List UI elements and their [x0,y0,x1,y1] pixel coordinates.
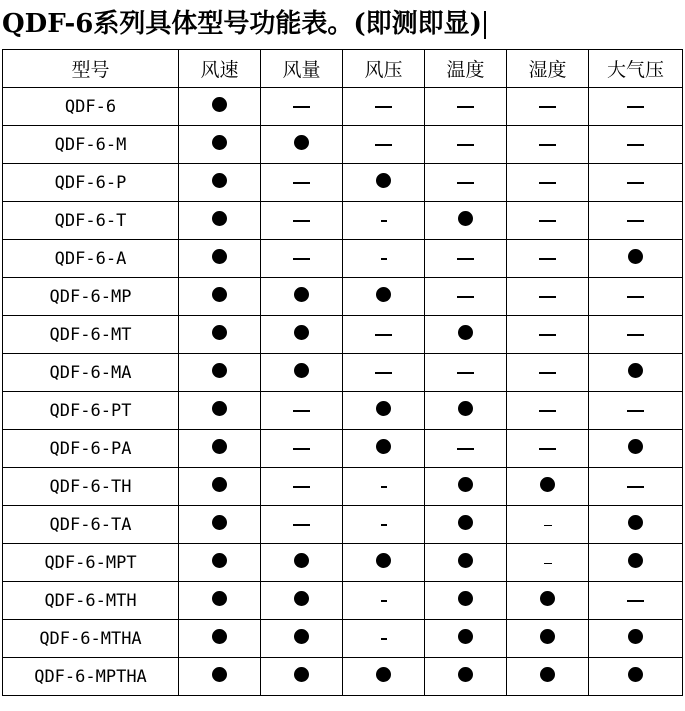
feature-cell [261,164,343,202]
supported-dot-icon [212,591,227,606]
feature-cell [589,278,683,316]
table-row [3,88,683,126]
feature-cell [507,392,589,430]
feature-cell [343,468,425,506]
feature-cell [343,316,425,354]
feature-cell [261,506,343,544]
feature-cell [261,126,343,164]
table-row [3,506,683,544]
feature-cell [261,202,343,240]
feature-cell [589,468,683,506]
not-supported-hyphen-icon [381,600,387,602]
not-supported-hyphen-icon [381,486,387,488]
feature-cell [261,240,343,278]
feature-cell [589,202,683,240]
not-supported-dash-icon [539,410,556,412]
model-cell: QDF-6-MPTHA [3,658,179,696]
feature-cell [589,506,683,544]
feature-cell [261,88,343,126]
model-cell: QDF-6-MT [3,316,179,354]
header-model: 型号 [3,50,179,88]
table-row [3,202,683,240]
not-supported-dash-icon [539,258,556,260]
supported-dot-icon [212,211,227,226]
feature-cell [425,316,507,354]
supported-dot-icon [294,667,309,682]
not-supported-dash-icon [293,486,310,488]
not-supported-dash-icon [375,144,392,146]
feature-cell [343,620,425,658]
not-supported-dash-icon [293,524,310,526]
supported-dot-icon [540,629,555,644]
supported-dot-icon [628,249,643,264]
feature-cell [179,620,261,658]
feature-cell [589,582,683,620]
not-supported-dash-icon [293,258,310,260]
supported-dot-icon [212,553,227,568]
supported-dot-icon [212,325,227,340]
supported-dot-icon [212,135,227,150]
feature-cell [507,582,589,620]
feature-cell [589,316,683,354]
feature-cell [179,354,261,392]
feature-cell [261,392,343,430]
not-supported-dash-icon [457,372,474,374]
header-temperature: 温度 [425,50,507,88]
header-atmospheric-pressure: 大气压 [589,50,683,88]
model-cell: QDF-6-MTH [3,582,179,620]
not-supported-dash-icon [293,106,310,108]
feature-cell [343,164,425,202]
not-supported-dash-icon [457,144,474,146]
feature-cell [425,620,507,658]
supported-dot-icon [294,553,309,568]
feature-cell [179,164,261,202]
feature-cell [589,544,683,582]
feature-cell [343,544,425,582]
feature-cell [425,544,507,582]
supported-dot-icon [376,439,391,454]
feature-cell [261,354,343,392]
not-supported-dash-icon [293,182,310,184]
not-supported-dash-icon [539,448,556,450]
feature-cell [343,392,425,430]
supported-dot-icon [294,135,309,150]
not-supported-dash-icon [627,106,644,108]
supported-dot-icon [458,629,473,644]
supported-dot-icon [212,515,227,530]
supported-dot-icon [212,477,227,492]
table-row [3,240,683,278]
feature-cell [425,582,507,620]
feature-cell [179,582,261,620]
supported-dot-icon [458,515,473,530]
table-row [3,582,683,620]
not-supported-dash-icon [293,448,310,450]
feature-cell [179,506,261,544]
feature-cell [507,126,589,164]
header-wind-speed: 风速 [179,50,261,88]
feature-cell [507,430,589,468]
not-supported-hyphen-icon [381,258,387,260]
not-supported-dash-icon [375,334,392,336]
not-supported-dash-icon [627,486,644,488]
supported-dot-icon [628,553,643,568]
supported-dot-icon [212,363,227,378]
supported-dot-icon [376,287,391,302]
feature-cell [589,240,683,278]
feature-cell [343,240,425,278]
not-supported-dash-icon [375,106,392,108]
feature-cell [507,468,589,506]
text-cursor [484,11,486,39]
feature-cell [261,658,343,696]
feature-cell [343,202,425,240]
table-row [3,316,683,354]
feature-cell [425,354,507,392]
feature-cell [261,316,343,354]
feature-cell [261,582,343,620]
feature-cell [261,620,343,658]
feature-cell [589,354,683,392]
table-row [3,164,683,202]
model-cell: QDF-6-MTHA [3,620,179,658]
table-header-row [3,50,683,88]
table-row [3,544,683,582]
supported-dot-icon [376,667,391,682]
supported-dot-icon [540,591,555,606]
supported-dot-icon [628,629,643,644]
supported-dot-icon [212,667,227,682]
feature-cell [261,430,343,468]
model-cell: QDF-6-PT [3,392,179,430]
model-cell: QDF-6-M [3,126,179,164]
feature-cell [179,468,261,506]
supported-dot-icon [628,439,643,454]
not-supported-hyphen-icon [544,563,552,564]
feature-cell [343,126,425,164]
header-air-volume: 风量 [261,50,343,88]
feature-cell [507,278,589,316]
not-supported-dash-icon [457,296,474,298]
not-supported-dash-icon [539,182,556,184]
not-supported-dash-icon [375,372,392,374]
table-row [3,620,683,658]
not-supported-dash-icon [457,106,474,108]
not-supported-dash-icon [627,182,644,184]
supported-dot-icon [458,553,473,568]
feature-cell [425,506,507,544]
feature-cell [589,620,683,658]
feature-cell [507,88,589,126]
header-wind-pressure: 风压 [343,50,425,88]
supported-dot-icon [212,97,227,112]
feature-cell [343,88,425,126]
model-cell: QDF-6-MA [3,354,179,392]
supported-dot-icon [458,591,473,606]
table-row [3,392,683,430]
feature-cell [507,354,589,392]
model-function-table [2,49,683,696]
supported-dot-icon [294,629,309,644]
feature-cell [179,202,261,240]
not-supported-dash-icon [539,296,556,298]
feature-cell [589,392,683,430]
not-supported-dash-icon [627,220,644,222]
feature-cell [507,164,589,202]
page-title-text: QDF-6系列具体型号功能表。(即测即显) [2,9,482,39]
feature-cell [425,430,507,468]
table-row [3,278,683,316]
supported-dot-icon [458,667,473,682]
table-body [3,88,683,696]
feature-cell [507,202,589,240]
feature-cell [425,468,507,506]
table-row [3,354,683,392]
feature-cell [179,392,261,430]
not-supported-dash-icon [627,296,644,298]
not-supported-dash-icon [293,410,310,412]
not-supported-dash-icon [293,220,310,222]
not-supported-hyphen-icon [381,524,387,526]
feature-cell [425,392,507,430]
model-cell: QDF-6-PA [3,430,179,468]
feature-cell [589,88,683,126]
not-supported-hyphen-icon [381,220,387,222]
feature-cell [343,658,425,696]
not-supported-dash-icon [457,182,474,184]
supported-dot-icon [376,401,391,416]
model-cell: QDF-6-MP [3,278,179,316]
model-cell: QDF-6-A [3,240,179,278]
not-supported-dash-icon [539,372,556,374]
feature-cell [425,164,507,202]
not-supported-dash-icon [539,106,556,108]
model-cell: QDF-6-TA [3,506,179,544]
table-row [3,126,683,164]
feature-cell [343,582,425,620]
feature-cell [589,164,683,202]
supported-dot-icon [294,287,309,302]
feature-cell [179,240,261,278]
supported-dot-icon [212,249,227,264]
supported-dot-icon [540,667,555,682]
supported-dot-icon [458,477,473,492]
table-row [3,468,683,506]
not-supported-dash-icon [627,410,644,412]
supported-dot-icon [458,211,473,226]
feature-cell [179,430,261,468]
not-supported-dash-icon [627,334,644,336]
supported-dot-icon [458,401,473,416]
feature-cell [425,240,507,278]
not-supported-dash-icon [627,144,644,146]
feature-cell [425,658,507,696]
table-row [3,658,683,696]
feature-cell [261,468,343,506]
model-cell: QDF-6-MPT [3,544,179,582]
feature-cell [425,202,507,240]
feature-cell [589,658,683,696]
not-supported-hyphen-icon [544,525,552,526]
feature-cell [179,278,261,316]
not-supported-dash-icon [457,448,474,450]
feature-cell [507,316,589,354]
supported-dot-icon [628,667,643,682]
supported-dot-icon [376,173,391,188]
feature-cell [343,278,425,316]
not-supported-dash-icon [539,220,556,222]
supported-dot-icon [212,401,227,416]
feature-cell [589,126,683,164]
supported-dot-icon [458,325,473,340]
supported-dot-icon [628,363,643,378]
supported-dot-icon [212,287,227,302]
model-cell: QDF-6 [3,88,179,126]
feature-cell [507,506,589,544]
feature-cell [261,544,343,582]
feature-cell [507,240,589,278]
feature-cell [261,278,343,316]
header-humidity: 湿度 [507,50,589,88]
not-supported-dash-icon [457,258,474,260]
feature-cell [507,544,589,582]
feature-cell [343,506,425,544]
feature-cell [507,620,589,658]
supported-dot-icon [376,553,391,568]
feature-cell [425,278,507,316]
supported-dot-icon [212,629,227,644]
feature-cell [343,430,425,468]
not-supported-dash-icon [539,144,556,146]
feature-cell [179,544,261,582]
feature-cell [179,316,261,354]
supported-dot-icon [212,439,227,454]
table-row [3,430,683,468]
page-title [2,4,486,44]
feature-cell [179,658,261,696]
not-supported-dash-icon [539,334,556,336]
feature-cell [425,126,507,164]
supported-dot-icon [212,173,227,188]
supported-dot-icon [294,591,309,606]
model-cell: QDF-6-P [3,164,179,202]
feature-cell [343,354,425,392]
feature-cell [179,88,261,126]
feature-cell [425,88,507,126]
feature-cell [179,126,261,164]
model-cell: QDF-6-T [3,202,179,240]
not-supported-dash-icon [627,600,644,602]
feature-cell [589,430,683,468]
supported-dot-icon [628,515,643,530]
supported-dot-icon [294,363,309,378]
model-cell: QDF-6-TH [3,468,179,506]
not-supported-hyphen-icon [381,638,387,640]
supported-dot-icon [540,477,555,492]
supported-dot-icon [294,325,309,340]
feature-cell [507,658,589,696]
